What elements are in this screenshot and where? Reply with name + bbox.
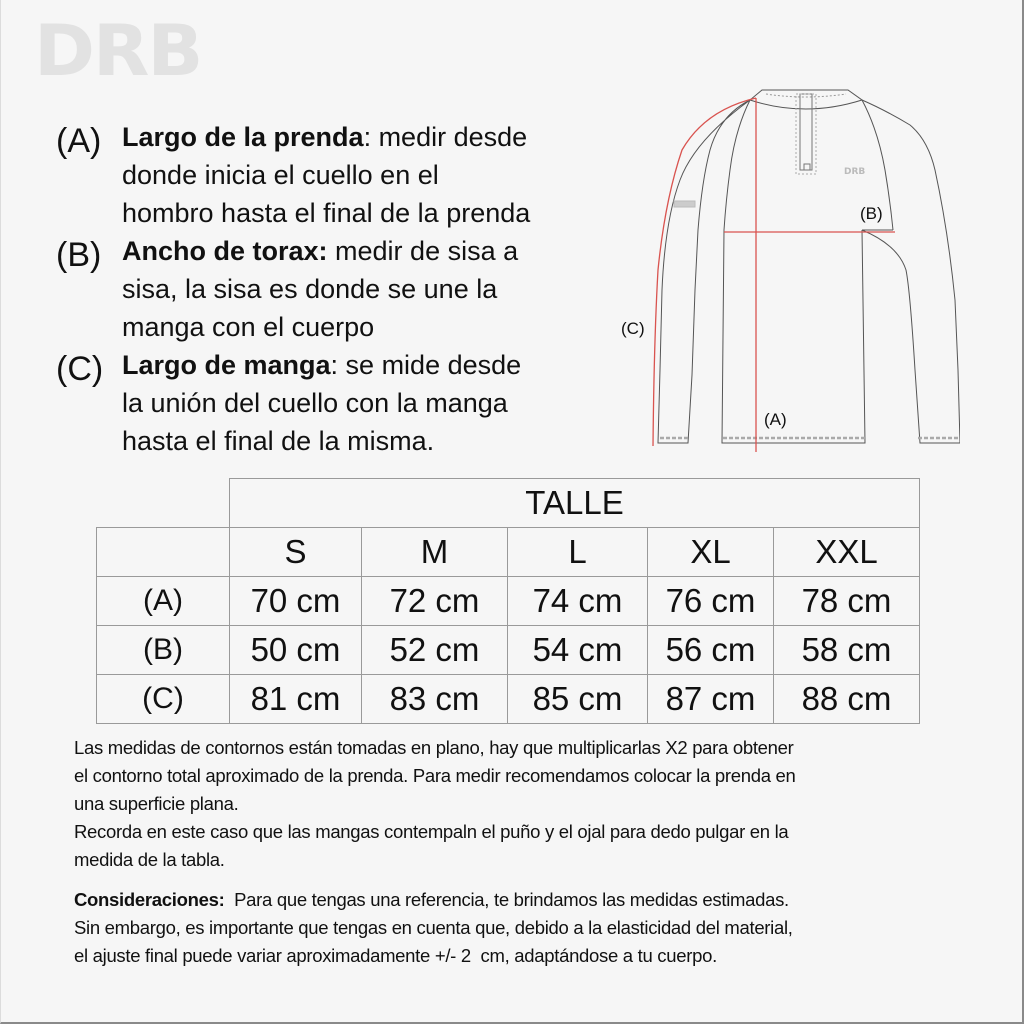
table-cell: 72 cm bbox=[362, 577, 508, 626]
size-table bbox=[96, 478, 920, 724]
row-label: (C) bbox=[97, 675, 230, 724]
consider-line: el ajuste final puede variar aproximadamente +/- 2 cm, adaptándose a tu cuerpo. bbox=[74, 945, 717, 966]
definition-letter: (A) bbox=[56, 122, 102, 160]
brand-logo: DRB bbox=[34, 10, 202, 92]
definition-text: donde inicia el cuello en el bbox=[122, 160, 439, 190]
table-cell: 52 cm bbox=[362, 626, 508, 675]
consider-line: Sin embargo, es importante que tengas en cuenta que, debido a la elasticidad del material, bbox=[74, 917, 793, 938]
definition-term: Largo de la prenda bbox=[122, 122, 364, 152]
definition-text: medir de sisa a bbox=[327, 236, 519, 266]
definition-a bbox=[56, 118, 616, 232]
definition-text: sisa, la sisa es donde se une la bbox=[122, 274, 498, 304]
definition-text: : medir desde bbox=[363, 122, 528, 152]
note-line: Las medidas de contornos están tomadas en plano, hay que multiplicarlas X2 para obtener bbox=[74, 737, 794, 758]
definition-line bbox=[122, 346, 616, 384]
table-corner bbox=[97, 479, 230, 528]
note-line: Recorda en este caso que las mangas contempaln el puño y el ojal para dedo pulgar en la bbox=[74, 821, 789, 842]
table-cell: 83 cm bbox=[362, 675, 508, 724]
definition-line bbox=[122, 118, 616, 156]
considerations bbox=[74, 886, 994, 970]
chest-logo: DRB bbox=[844, 167, 866, 177]
size-header: XL bbox=[648, 528, 774, 577]
note-line: una superficie plana. bbox=[74, 793, 239, 814]
measurement-notes bbox=[74, 734, 994, 874]
size-header: S bbox=[230, 528, 362, 577]
table-cell: 54 cm bbox=[508, 626, 648, 675]
table-row bbox=[97, 626, 920, 675]
table-title-row bbox=[97, 479, 920, 528]
size-header: M bbox=[362, 528, 508, 577]
label-b: (B) bbox=[860, 204, 883, 223]
label-c: (C) bbox=[621, 319, 645, 338]
table-row bbox=[97, 675, 920, 724]
definition-text: la unión del cuello con la manga bbox=[122, 388, 508, 418]
consider-line bbox=[74, 886, 994, 914]
definition-b bbox=[56, 232, 616, 346]
row-label: (B) bbox=[97, 626, 230, 675]
table-title: TALLE bbox=[230, 479, 920, 528]
definition-letter: (C) bbox=[56, 350, 104, 388]
definition-text: hombro hasta el final de la prenda bbox=[122, 198, 531, 228]
definition-text: manga con el cuerpo bbox=[122, 312, 375, 342]
table-cell: 58 cm bbox=[774, 626, 920, 675]
table-cell: 76 cm bbox=[648, 577, 774, 626]
table-cell: 50 cm bbox=[230, 626, 362, 675]
table-cell: 87 cm bbox=[648, 675, 774, 724]
table-cell: 56 cm bbox=[648, 626, 774, 675]
definition-term: Ancho de torax: bbox=[122, 236, 328, 266]
table-row bbox=[97, 577, 920, 626]
definition-line bbox=[122, 232, 616, 270]
definition-c bbox=[56, 346, 616, 460]
table-cell: 85 cm bbox=[508, 675, 648, 724]
table-header-row bbox=[97, 528, 920, 577]
table-cell: 70 cm bbox=[230, 577, 362, 626]
measurement-definitions bbox=[56, 118, 616, 460]
definition-letter: (B) bbox=[56, 236, 102, 274]
definition-text: hasta el final de la misma. bbox=[122, 426, 435, 456]
size-header: XXL bbox=[774, 528, 920, 577]
label-a: (A) bbox=[764, 410, 787, 429]
size-header: L bbox=[508, 528, 648, 577]
definition-term: Largo de manga bbox=[122, 350, 331, 380]
table-header-blank bbox=[97, 528, 230, 577]
note-line: el contorno total aproximado de la prenda. Para medir recomendamos colocar la prenda en bbox=[74, 765, 796, 786]
garment-diagram bbox=[610, 70, 960, 470]
table-cell: 88 cm bbox=[774, 675, 920, 724]
row-label: (A) bbox=[97, 577, 230, 626]
table-cell: 81 cm bbox=[230, 675, 362, 724]
note-line: medida de la tabla. bbox=[74, 849, 225, 870]
table-cell: 74 cm bbox=[508, 577, 648, 626]
table-cell: 78 cm bbox=[774, 577, 920, 626]
considerations-label: Consideraciones: bbox=[74, 889, 225, 910]
consider-text: Para que tengas una referencia, te brindamos las medidas estimadas. bbox=[224, 889, 789, 910]
definition-text: : se mide desde bbox=[330, 350, 522, 380]
